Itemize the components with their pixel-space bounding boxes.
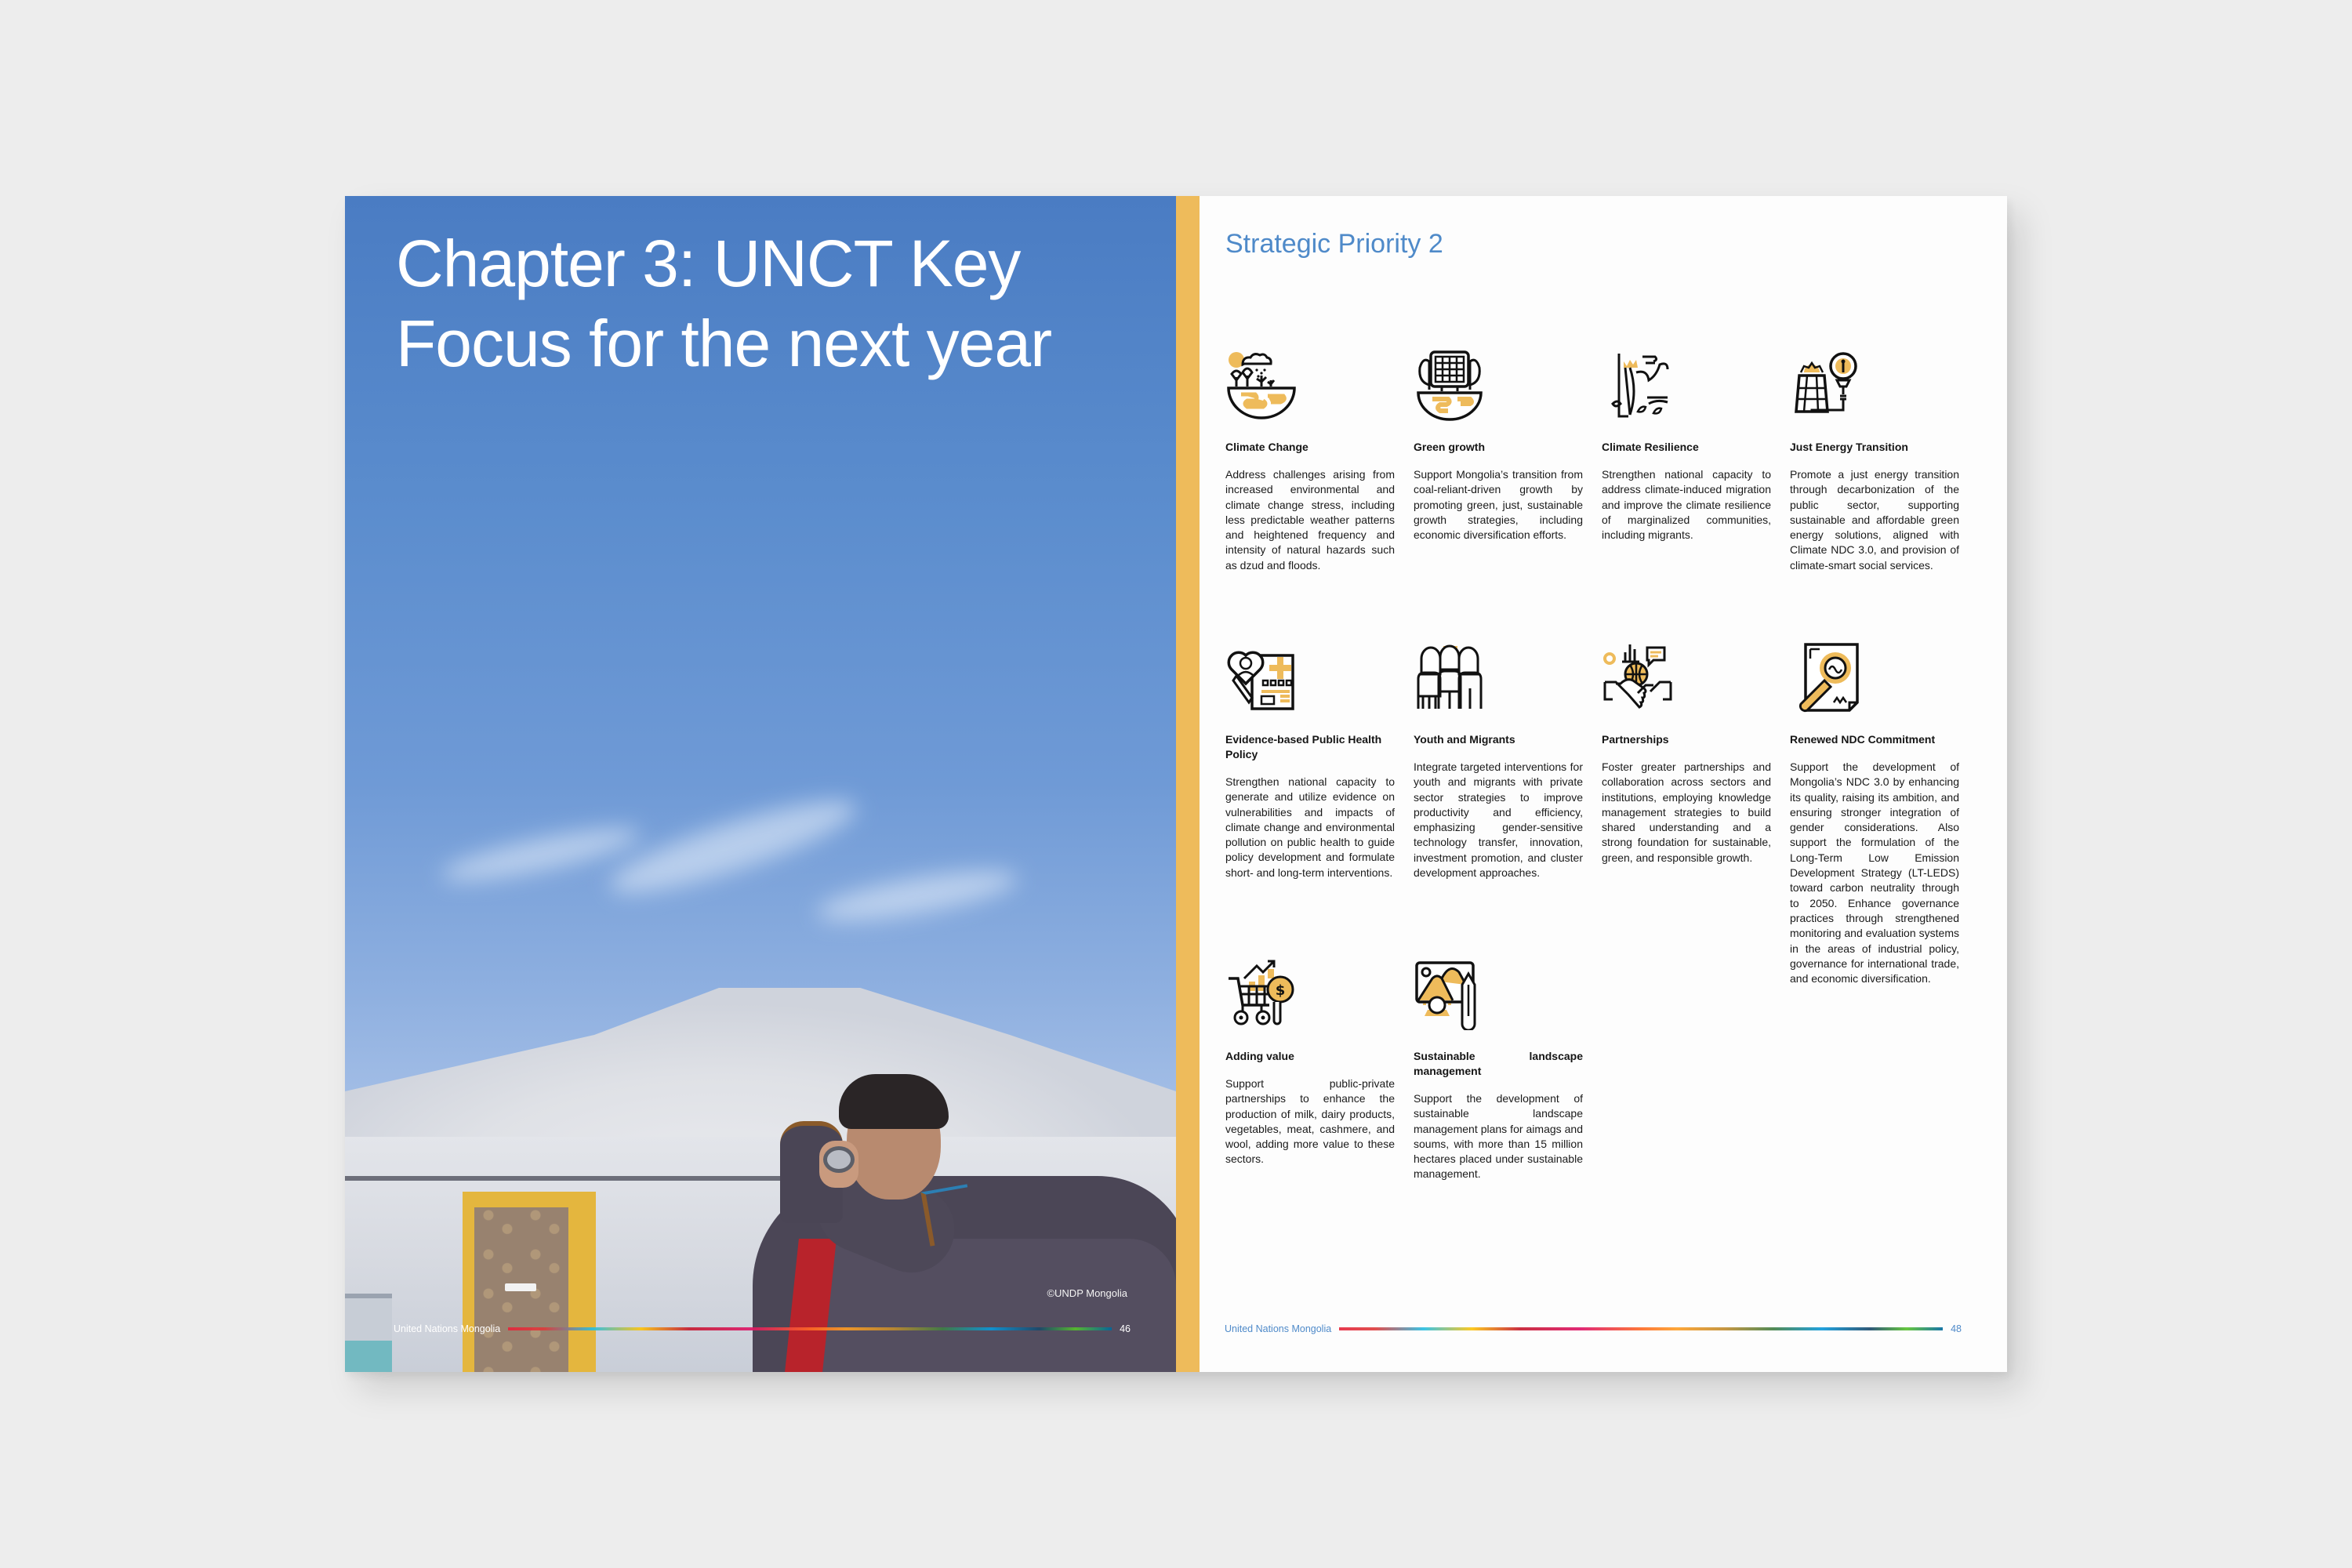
just-energy-transition-icon (1790, 349, 1862, 421)
priority-card-public-health (1225, 641, 1395, 880)
left-page-photo (345, 196, 1176, 1372)
man-coat (800, 1239, 1176, 1372)
priority-card-youth-migrants (1414, 641, 1583, 880)
chapter-title-line2: Focus for the next year (396, 307, 1052, 380)
priority-body: Support public-private partnerships to enhance the production of milk, dairy products, vegetables, meat, cashmere, and wool, adding more value to these sectors. (1225, 1077, 1395, 1166)
priority-body: Address challenges arising from increased environmental and climate change stress, including less predictable weather patterns and heightened frequency and intensity of natural hazards such as dzud and floods. (1225, 468, 1395, 572)
priority-body: Foster greater partnerships and collaboration across sectors and institutions, employing knowledge management strategies to build shared understanding and a strong foundation for sustainable, green, and responsible growth. (1602, 760, 1771, 864)
priority-title: Just Energy Transition (1790, 441, 1908, 453)
priority-card-green-growth (1414, 349, 1583, 543)
climate-change-icon (1225, 349, 1298, 421)
priority-body: Strengthen national capacity to generate and utilize evidence on vulnerabilities and impacts of climate change and environmental pollution on public health to guide policy development and formulate short- and long-term interventions. (1225, 775, 1395, 879)
priority-body: Strengthen national capacity to address climate-induced migration and improve the climate resilience of marginalized communities, including migrants. (1602, 468, 1771, 542)
priority-title: Partnerships (1602, 733, 1669, 746)
door-handle (505, 1283, 536, 1291)
svg-text:$: $ (1275, 982, 1286, 999)
report-spread (345, 196, 2007, 1372)
cloud (603, 784, 863, 909)
page-number: 48 (1951, 1323, 1962, 1334)
priority-body: Integrate targeted interventions for youth and migrants with private sector strategies to improve productivity and efficiency, emphasizing gender-sensitive technology transfer, innovation, investment promotion, and cluster development approaches. (1414, 760, 1583, 880)
priority-title: Sustainable landscape management (1414, 1050, 1583, 1077)
fence-rail (345, 1341, 392, 1372)
photo-credit: ©UNDP Mongolia (1047, 1287, 1127, 1299)
chapter-title (396, 223, 1102, 383)
yurt-band (345, 1176, 784, 1181)
sustainable-landscape-icon (1414, 958, 1486, 1030)
priority-card-climate-change (1225, 349, 1395, 573)
priority-title: Youth and Migrants (1414, 733, 1515, 746)
priority-title: Renewed NDC Commitment (1790, 733, 1936, 746)
page-number: 46 (1120, 1323, 1131, 1334)
priority-card-just-energy-transition (1790, 349, 1959, 573)
priority-card-adding-value (1225, 958, 1395, 1167)
priority-body: Support the development of Mongolia’s NDC 3.0 by enhancing its quality, raising its ambition, and ensuring stronger integration of gender considerations. Also support the formulation of the Long-Term Low Emission Development Strategy (LT-LEDS) toward carbon neutrality through to 2050. Enhance governance practices through strengthened monitoring and evaluation systems in the areas of industrial policy, governance for international trade, and economic diversification. (1790, 760, 1959, 985)
renewed-ndc-icon (1790, 641, 1862, 713)
chapter-title-line1: Chapter 3: UNCT Key (396, 227, 1021, 300)
priority-title: Climate Resilience (1602, 441, 1699, 453)
youth-migrants-icon (1414, 641, 1486, 713)
footer-org-name: United Nations Mongolia (1225, 1323, 1332, 1334)
priority-title: Green growth (1414, 441, 1486, 453)
priority-title: Climate Change (1225, 441, 1308, 453)
camera-lens (823, 1146, 855, 1173)
priority-card-sustainable-landscape (1414, 958, 1583, 1182)
priority-body: Support the development of sustainable landscape management plans for aimags and soums, with more than 15 million hectares placed under sustainable management. (1414, 1092, 1583, 1181)
section-title: Strategic Priority 2 (1225, 229, 1443, 259)
climate-resilience-icon (1602, 349, 1674, 421)
right-page-footer (1225, 1323, 1962, 1334)
footer-org-name: United Nations Mongolia (394, 1323, 501, 1334)
priority-body: Support Mongolia’s transition from coal-reliant-driven growth by promoting green, just, sustainable growth strategies, including economic diversification efforts. (1414, 468, 1583, 542)
priority-title: Evidence-based Public Health Policy (1225, 733, 1382, 760)
sdg-color-line (1339, 1327, 1943, 1330)
coat-collar (920, 1184, 976, 1246)
priority-card-climate-resilience (1602, 349, 1771, 543)
priority-body: Promote a just energy transition through decarbonization of the public sector, supporting sustainable and affordable green energy solutions, aligned with Climate NDC 3.0, and provision of climate-smart social services. (1790, 468, 1959, 572)
priority-card-renewed-ndc (1790, 641, 1959, 986)
green-growth-icon (1414, 349, 1486, 421)
priority-card-partnerships (1602, 641, 1771, 866)
partnerships-icon (1602, 641, 1674, 713)
adding-value-icon (1225, 958, 1298, 1030)
public-health-icon (1225, 641, 1298, 713)
left-page-footer (394, 1323, 1131, 1334)
man-hair (839, 1074, 949, 1129)
priority-title: Adding value (1225, 1050, 1294, 1062)
right-page (1200, 196, 2007, 1372)
sdg-color-line (508, 1327, 1112, 1330)
yellow-spine-bar (1176, 196, 1200, 1372)
cloud (814, 861, 1021, 931)
